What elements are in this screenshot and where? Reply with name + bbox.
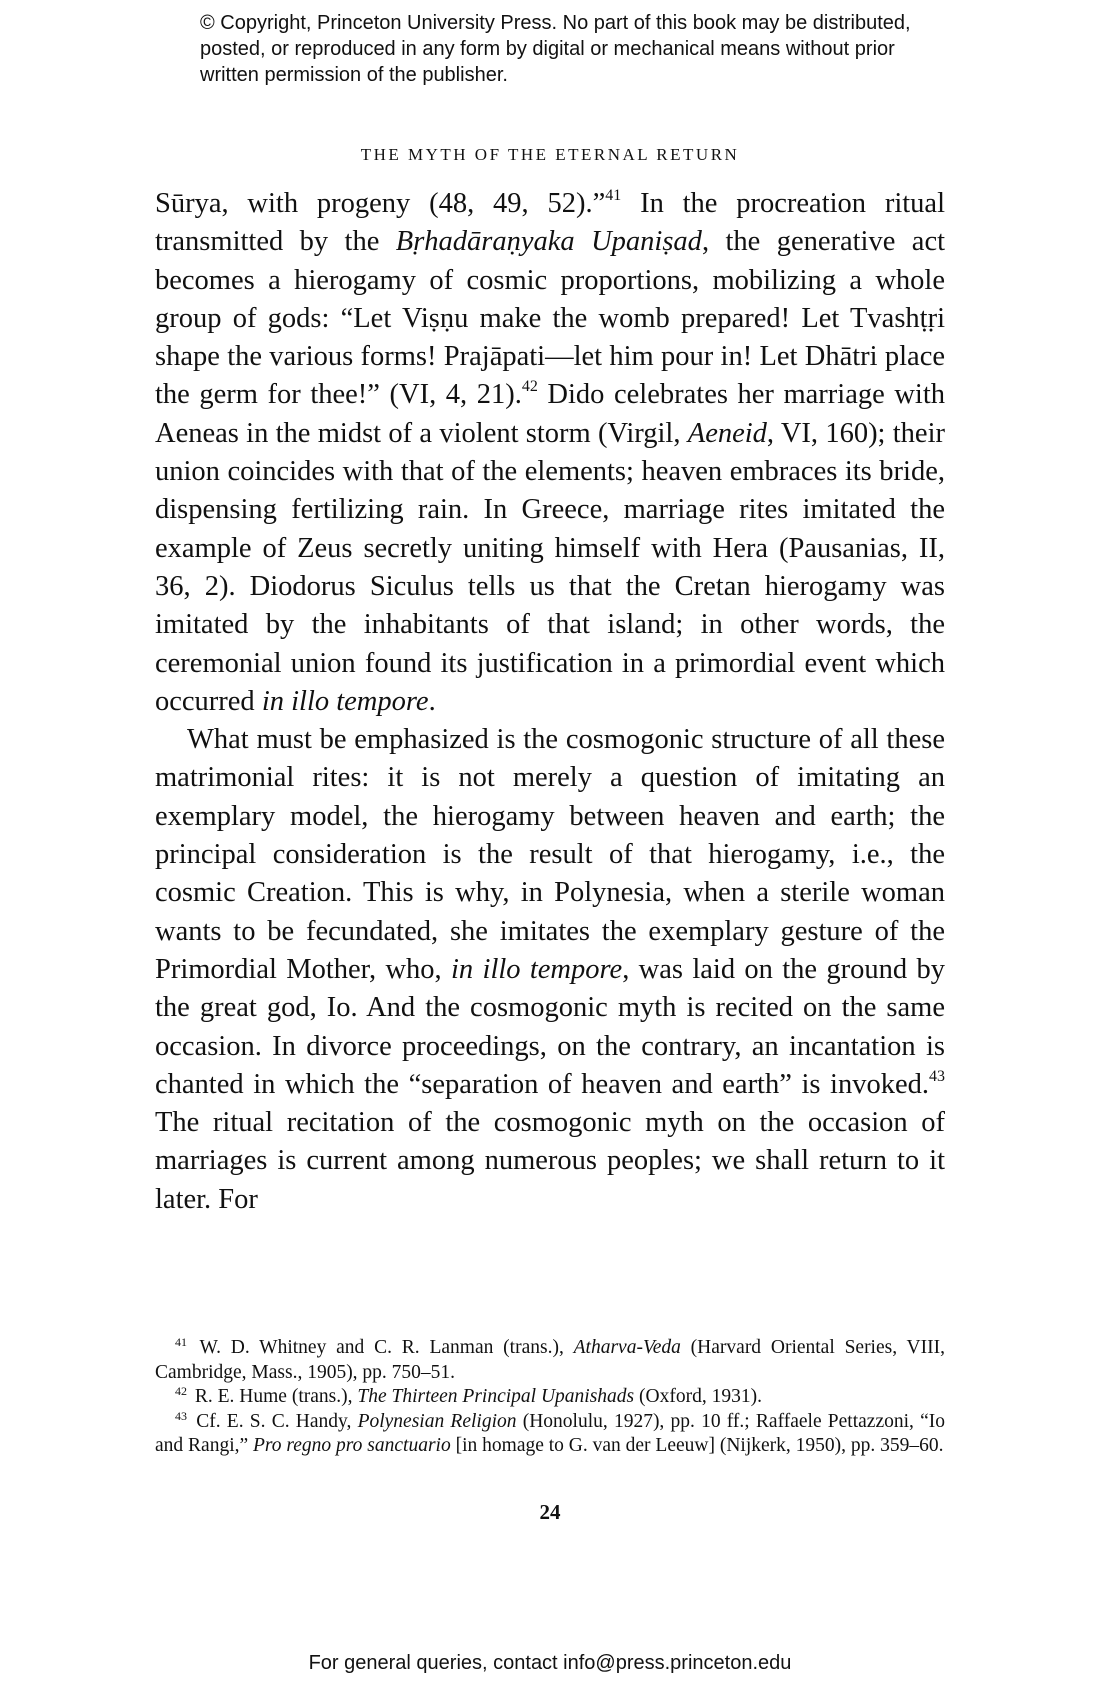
text-run: What must be emphasized is the cosmogonic structure of all these matrimonial rites: it is not merely a question of imitating an exemplary model, the hierogamy between heaven and earth; the principal consideration is the result of that hierogamy, i.e., the cosmic Creation. This is why, in Polynesia, when a sterile woman wants to be fecundated, she imitates the exemplary gesture of the Primordial Mother, who, bbox=[155, 724, 945, 985]
italic-title: Aeneid bbox=[687, 417, 767, 449]
contact-line: For general queries, contact info@press.princeton.edu bbox=[308, 1652, 792, 1674]
text-run: , VI, 160); their union coincides with that of the elements; heaven embraces its bride, dispensing fertilizing rain. In Greece, marriage rites imitated the example of Zeus secretly uniting himself with Hera (Pausanias, II, 36, 2). Diodorus Siculus tells us that the Cretan hierogamy was imitated by the inhabitants of that island; in other words, the ceremonial union found its justification in a primordial event which occurred bbox=[155, 417, 945, 717]
italic-title: The Thirteen Principal Upanishads bbox=[357, 1386, 635, 1407]
running-head: THE MYTH OF THE ETERNAL RETURN bbox=[360, 145, 740, 164]
page-number: 24 bbox=[539, 1500, 561, 1524]
italic-phrase: in illo tempore bbox=[451, 953, 623, 985]
footnote-ref-41: 41 bbox=[605, 187, 622, 204]
copyright-notice: © Copyright, Princeton University Press. No part of this book may be distributed, posted, or reproduced in any form by digital or mechanical means without prior written permission of the publisher. bbox=[200, 12, 911, 86]
footnote-43 bbox=[155, 1410, 945, 1459]
text-run: , was laid on the ground by the great god, Io. And the cosmogonic myth is recited on the same occasion. In divorce proceedings, on the contrary, an incantation is chanted in which the “separation of heaven and earth” is invoked. bbox=[155, 953, 945, 1100]
text-run: [in homage to G. van der Leeuw] (Nijkerk, 1950), pp. 359–60. bbox=[450, 1435, 944, 1456]
footnote-42 bbox=[155, 1385, 945, 1410]
footnote-ref-43: 43 bbox=[929, 1067, 945, 1085]
text-run: Sūrya, with progeny (48, 49, 52).” bbox=[155, 188, 606, 219]
paragraph-2 bbox=[155, 721, 945, 1219]
footnotes bbox=[155, 1336, 945, 1459]
text-run: Cf. E. S. C. Handy, bbox=[190, 1410, 358, 1432]
italic-phrase: in illo tempore bbox=[261, 685, 429, 717]
text-run: . bbox=[428, 685, 436, 717]
text-run: Dido celebrates her marriage with Aeneas in the midst of a violent storm (Virgil, bbox=[155, 379, 945, 449]
text-run: W. D. Whitney and C. R. Lanman (trans.), bbox=[190, 1337, 574, 1358]
italic-title: Polynesian Religion bbox=[357, 1410, 517, 1432]
text-run: (Honolulu, 1927), pp. 10 ff.; Raffaele Pettazzoni, “Io and Rangi,” bbox=[155, 1410, 945, 1456]
paragraph-1 bbox=[155, 185, 945, 721]
footnote-number: 42 bbox=[175, 1384, 187, 1398]
text-run: (Harvard Oriental Series, VIII, Cambridge, Mass., 1905), pp. 750–51. bbox=[155, 1337, 945, 1383]
text-run: The ritual recitation of the cosmogonic myth on the occasion of marriages is current among numerous peoples; we shall return to it later. For bbox=[155, 1107, 945, 1215]
italic-title: Bṛhadāraṇyaka Upaniṣad bbox=[395, 226, 702, 258]
text-run: R. E. Hume (trans.), bbox=[190, 1386, 358, 1407]
text-run: In the procreation ritual transmitted by the bbox=[155, 188, 945, 258]
footnote-41 bbox=[155, 1336, 945, 1385]
italic-title: Pro regno pro sanctuario bbox=[253, 1435, 451, 1456]
footnote-number: 43 bbox=[175, 1408, 187, 1423]
footnote-ref-42: 42 bbox=[521, 378, 538, 396]
body-text bbox=[155, 185, 945, 1219]
text-run: , the generative act becomes a hierogamy of cosmic proportions, mobilizing a whole group of gods: “Let Viṣṇu make the womb prepared! Let Tvashṭṛi shape the various forms! Prajāpati—let him pour in! Let Dhātri place the germ for thee!” (VI, 4, 21). bbox=[155, 226, 946, 411]
footnote-number: 41 bbox=[175, 1335, 187, 1349]
text-run: (Oxford, 1931). bbox=[634, 1386, 762, 1407]
italic-title: Atharva-Veda bbox=[573, 1337, 681, 1358]
